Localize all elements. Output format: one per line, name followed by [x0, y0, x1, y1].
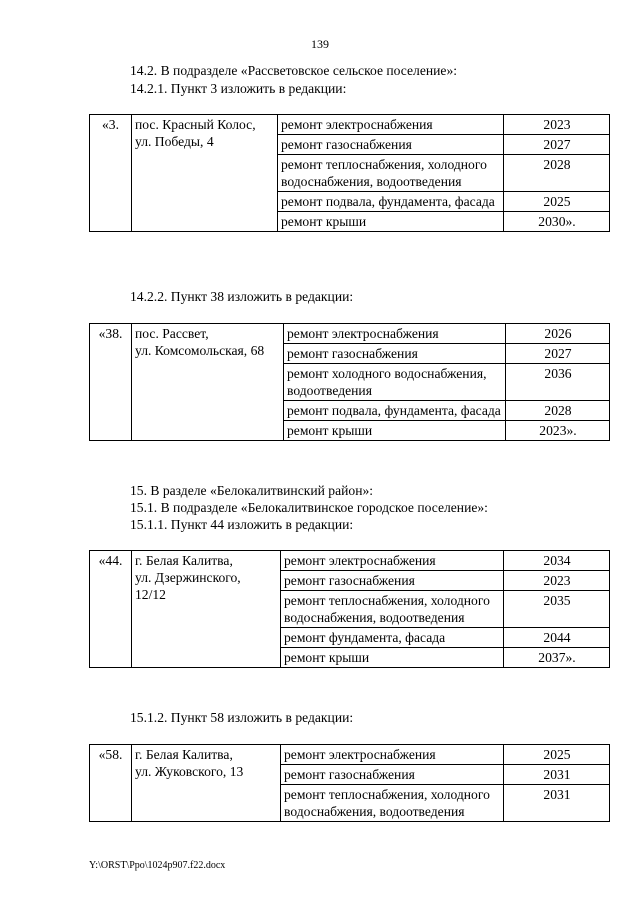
work-year: 2027 [504, 135, 610, 155]
work-type: ремонт газоснабжения [281, 571, 504, 591]
table-row [90, 115, 610, 135]
work-type: ремонт электроснабжения [284, 324, 506, 344]
section-heading: 15.1.2. Пункт 58 изложить в редакции: [130, 710, 354, 725]
work-year: 2026 [506, 324, 610, 344]
work-year: 2027 [506, 344, 610, 364]
item-address: г. Белая Калитва, ул. Жуковского, 13 [132, 745, 281, 822]
work-type: ремонт теплоснабжения, холодного водоснабжения, водоотведения [281, 785, 504, 822]
table-row [90, 745, 610, 765]
repair-table [89, 323, 610, 441]
item-address: пос. Красный Колос, ул. Победы, 4 [132, 115, 278, 232]
work-type: ремонт холодного водоснабжения, водоотведения [284, 364, 506, 401]
work-year: 2025 [504, 192, 610, 212]
item-address: пос. Рассвет, ул. Комсомольская, 68 [132, 324, 284, 441]
work-type: ремонт фундамента, фасада [281, 628, 504, 648]
section-heading: 14.2.1. Пункт 3 изложить в редакции: [130, 81, 347, 96]
work-type: ремонт газоснабжения [278, 135, 504, 155]
table-row [90, 324, 610, 344]
page-number: 139 [311, 37, 329, 51]
work-year: 2023 [504, 571, 610, 591]
work-type: ремонт электроснабжения [281, 745, 504, 765]
work-type: ремонт подвала, фундамента, фасада [278, 192, 504, 212]
work-year: 2028 [504, 155, 610, 192]
work-year: 2035 [504, 591, 610, 628]
repair-table [89, 114, 610, 232]
work-year: 2031 [504, 765, 610, 785]
work-type: ремонт газоснабжения [281, 765, 504, 785]
section-heading: 15.1.1. Пункт 44 изложить в редакции: [130, 517, 354, 532]
work-type: ремонт крыши [284, 421, 506, 441]
section-heading: 14.2.2. Пункт 38 изложить в редакции: [130, 289, 354, 304]
section-heading: 15. В разделе «Белокалитвинский район»: [130, 483, 374, 498]
repair-table [89, 550, 610, 668]
work-type: ремонт крыши [278, 212, 504, 232]
work-type: ремонт крыши [281, 648, 504, 668]
section-heading: 15.1. В подразделе «Белокалитвинское городское поселение»: [130, 500, 488, 515]
section-heading: 14.2. В подразделе «Рассветовское сельское поселение»: [130, 63, 458, 78]
work-type: ремонт газоснабжения [284, 344, 506, 364]
work-year: 2037». [504, 648, 610, 668]
item-number: «3. [90, 115, 132, 232]
work-year: 2025 [504, 745, 610, 765]
item-number: «44. [90, 551, 132, 668]
work-type: ремонт электроснабжения [281, 551, 504, 571]
item-address: г. Белая Калитва, ул. Дзержинского, 12/12 [132, 551, 281, 668]
work-year: 2034 [504, 551, 610, 571]
work-type: ремонт теплоснабжения, холодного водоснабжения, водоотведения [281, 591, 504, 628]
work-year: 2030». [504, 212, 610, 232]
work-year: 2028 [506, 401, 610, 421]
work-type: ремонт подвала, фундамента, фасада [284, 401, 506, 421]
item-number: «58. [90, 745, 132, 822]
table-row [90, 551, 610, 571]
work-year: 2023 [504, 115, 610, 135]
footer-file-path: Y:\ORST\Ppo\1024p907.f22.docx [89, 860, 226, 871]
work-year: 2031 [504, 785, 610, 822]
repair-table [89, 744, 610, 822]
work-year: 2023». [506, 421, 610, 441]
work-type: ремонт электроснабжения [278, 115, 504, 135]
work-year: 2036 [506, 364, 610, 401]
item-number: «38. [90, 324, 132, 441]
work-type: ремонт теплоснабжения, холодного водоснабжения, водоотведения [278, 155, 504, 192]
work-year: 2044 [504, 628, 610, 648]
